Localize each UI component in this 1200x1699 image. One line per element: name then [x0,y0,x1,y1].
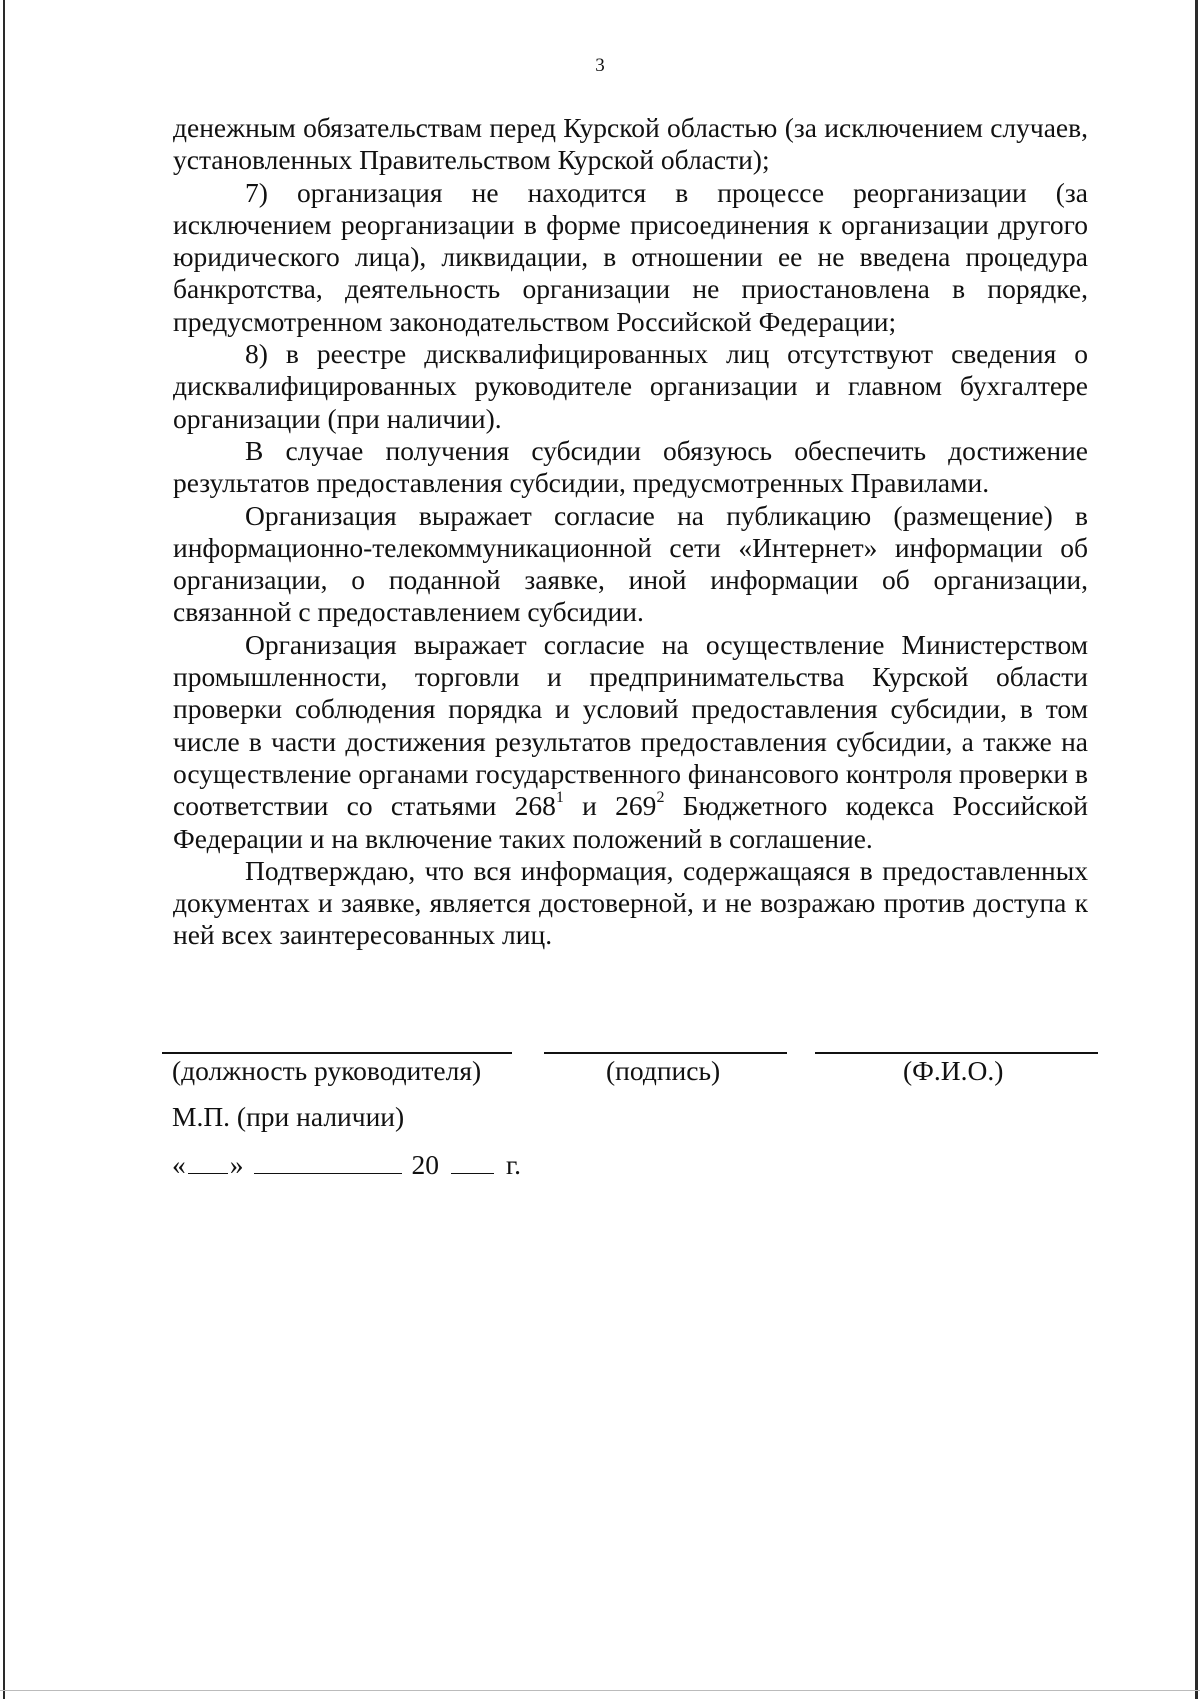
date-close-quote: » [229,1149,244,1180]
signature-label: (подпись) [606,1055,721,1086]
name-signature-line [815,1052,1098,1054]
verification-text-middle: и 269 [563,790,657,822]
superscript-article-269: 2 [656,789,665,807]
paragraph-item-8: 8) в реестре дисквалифицированных лиц отсутствуют сведения о дисквалифицированных руководителе организации и главном бухгалтере организации (при наличии). [173,338,1088,434]
document-body [173,112,1088,952]
position-signature-line [162,1052,512,1054]
paragraph-publication-consent: Организация выражает согласие на публикацию (размещение) в информационно-телекоммуникационной сети «Интернет» информации об организации, о поданной заявке, иной информации об организации, связанной с предоставлением субсидии. [173,499,1088,628]
scan-border-bottom [0,1690,1200,1691]
paragraph-verification-consent [173,629,1088,855]
month-blank [254,1151,402,1174]
paragraph-subsidy-obligation: В случае получения субсидии обязуюсь обеспечить достижение результатов предоставления субсидии, предусмотренных Правилами. [173,434,1088,499]
year-prefix: 20 [411,1149,439,1180]
position-label: (должность руководителя) [172,1055,482,1086]
full-name-label: (Ф.И.О.) [903,1055,1004,1086]
year-blank [451,1151,494,1174]
scan-border-right [1195,0,1198,1699]
date-open-quote: « [172,1149,186,1180]
paragraph-continuation: денежным обязательствам перед Курской областью (за исключением случаев, установленных Правительством Курской области); [173,112,1088,176]
paragraph-confirmation: Подтверждаю, что вся информация, содержащаяся в предоставленных документах и заявке, является достоверной, и не возражаю против доступа к ней всех заинтересованных лиц. [173,854,1088,951]
scan-border-left [3,0,5,1699]
stamp-label: М.П. (при наличии) [172,1101,405,1132]
verification-text-before: Организация выражает согласие на осуществление Министерством промышленности, торговли и предпринимательства Курской области проверки соблюдения порядка и условий предоставления субсидии, в том числе в части достижения результатов предоставления субсидии, а также на осуществление органами государственного финансового контроля проверки в соответствии со статьями 268 [173,628,1088,822]
year-suffix: г. [506,1149,522,1180]
paragraph-item-7: 7) организация не находится в процессе реорганизации (за исключением реорганизации в форме присоединения к организации другого юридического лица), ликвидации, в отношении ее не введена процедура банкротства, деятельность организации не приостановлена в порядке, предусмотренном законодательством Российской Федерации; [173,176,1088,337]
verification-text-after: Бюджетного кодекса Российской Федерации и на включение таких положений в соглашение. [173,790,1088,854]
superscript-article-268: 1 [555,789,564,807]
date-line [172,1149,521,1181]
signature-line [544,1052,787,1054]
day-blank [188,1151,228,1174]
page-number: 3 [595,55,605,76]
